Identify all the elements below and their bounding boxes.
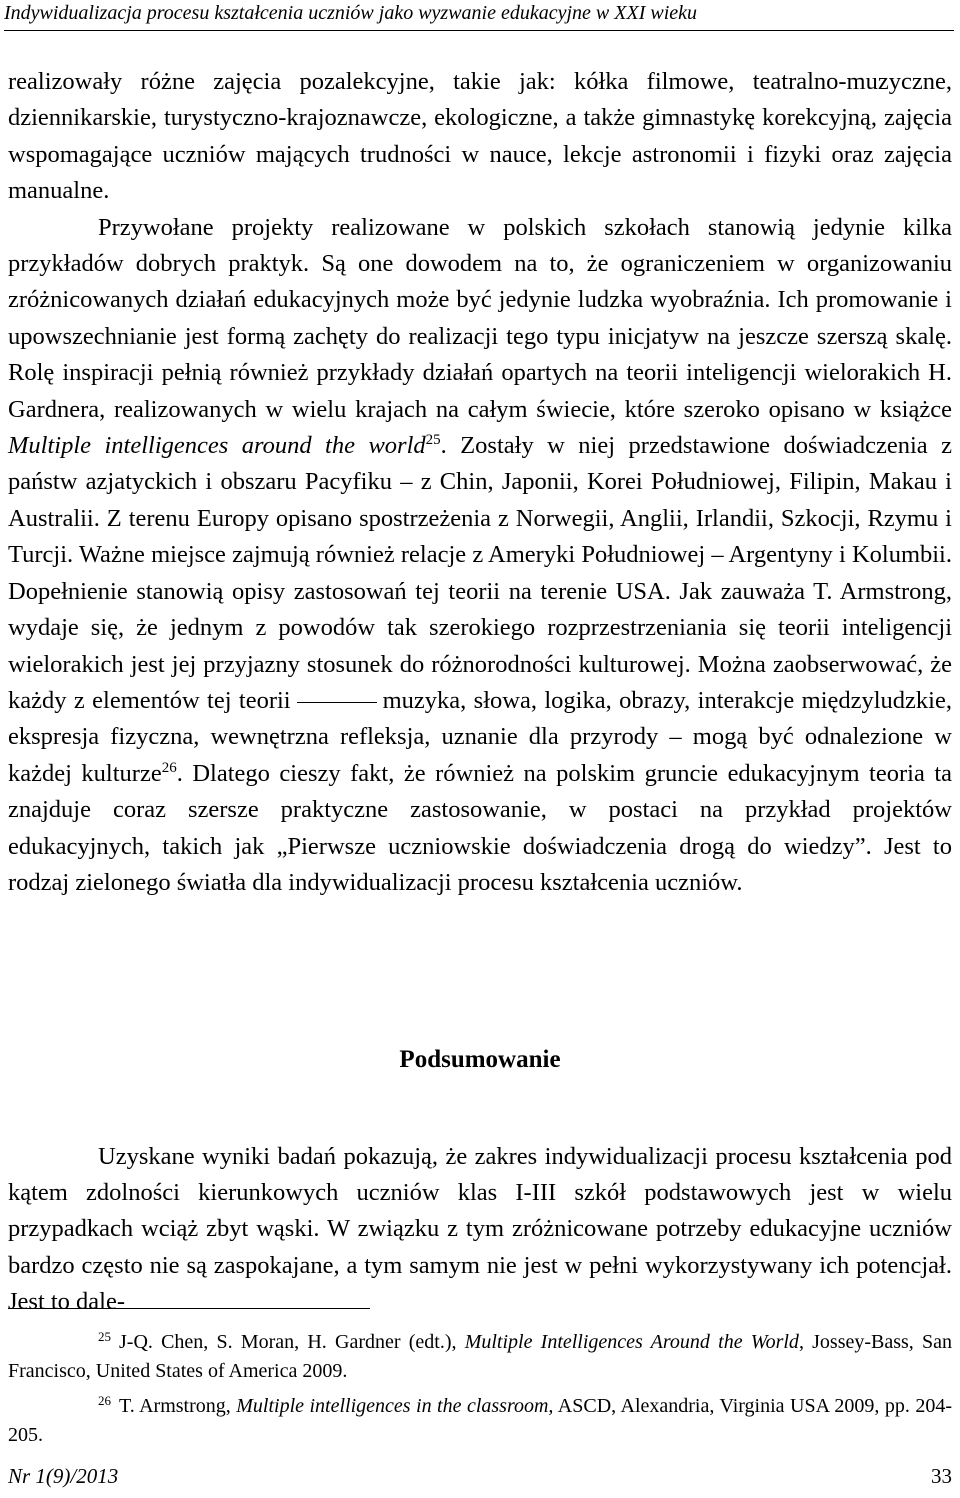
em-dash-line (297, 702, 377, 703)
running-header (4, 0, 954, 31)
footnotes (8, 1322, 952, 1450)
footnote-ref-26[interactable]: 26 (161, 759, 177, 776)
footnote-text: , Jossey-Bass, San Francisco, United States of America 2009. (8, 1331, 953, 1382)
section-heading: Podsumowanie (399, 1046, 561, 1073)
footnote-number: 26 (98, 1393, 111, 1408)
footnote-ref-25[interactable]: 25 (425, 431, 441, 448)
footnote-title: Multiple Intelligences Around the World (464, 1331, 799, 1353)
summary-text (8, 1114, 952, 1345)
paragraph-2-part-c: muzyka, słowa, logika, obrazy, interakcje międzyludzkie, ekspresja fizyczna, wewnętrzna refleksja, uznanie dla przyrody – mogą być odnalezione w każdej kulturze (8, 686, 952, 787)
paragraph-2-part-b: . Zostały w niej przedstawione doświadczenia z państw azjatyckich i obszaru Pacyfiku – z Chin, Japonii, Korei Południowej, Filipin, Makau i Australii. Z terenu Europy opisano spostrzeżenia z Norwegii, Anglii, Irlandii, Szkocji, Rzymu i Turcji. Ważne miejsce zajmują również relacje z Ameryki Południowej – Argentyny i Kolumbii. Dopełnienie stanowią opisy zastosowań tej teorii na terenie USA. Jak zauważa T. Armstrong, wydaje się, że jednym z powodów tak szerokiego rozprzestrzeniania się teorii inteligencji wielorakich jest jej przyjazny stosunek do różnorodności kulturowej. Można zaobserwować, że każdy z elementów tej teorii (8, 432, 952, 714)
footnote-separator (8, 1308, 370, 1309)
footnote-26 (8, 1386, 952, 1450)
book-title: Multiple intelligences around the world (8, 432, 426, 460)
main-text (8, 64, 952, 901)
page-number: 33 (931, 1464, 952, 1488)
issue-number: Nr 1(9)/2013 (8, 1464, 119, 1488)
footnote-text: J-Q. Chen, S. Moran, H. Gardner (edt.), (119, 1331, 465, 1353)
paragraph-3: Uzyskane wyniki badań pokazują, że zakres indywidualizacji procesu kształcenia pod kątem zdolności kierunkowych uczniów klas I-III szkół podstawowych jest w wielu przypadkach wciąż zbyt wąski. W związku z tym zróżnicowane potrzeby edukacyjne uczniów bardzo często nie są zaspokajane, a tym samym nie jest w pełni wykorzystywany ich potencjał. Jest to dale- (8, 1142, 952, 1316)
footnote-number: 25 (98, 1329, 111, 1344)
paragraph-1: realizowały różne zajęcia pozalekcyjne, takie jak: kółka filmowe, teatralno-muzyczne, dziennikarskie, turystyczno-krajoznawcze, ekologiczne, a także gimnastykę korekcyjną, zajęcia wspomagające uczniów mających trudności w nauce, lekcje astronomii i fizyki oraz zajęcia manualne. (8, 68, 952, 205)
paragraph-2-part-a: Przywołane projekty realizowane w polskich szkołach stanowią jedynie kilka przykładów dobrych praktyk. Są one dowodem na to, że ograniczeniem w organizowaniu zróżnicowanych działań edukacyjnych może być jedynie ludzka wyobraźnia. Ich promowanie i upowszechnianie jest formą zachęty do realizacji tego typu inicjatyw na jeszcze szerszą skalę. Rolę inspiracji pełnią również przykłady działań opartych na teorii inteligencji wielorakich H. Gardnera, realizowanych w wielu krajach na całym świecie, które szeroko opisano w książce (8, 213, 952, 423)
footnote-text: T. Armstrong, (119, 1395, 237, 1417)
footnote-text: ASCD, Alexandria, Virginia USA 2009, pp. 204-205. (8, 1395, 952, 1446)
running-title: Indywidualizacja procesu kształcenia uczniów jako wyzwanie edukacyjne w XXI wieku (4, 2, 697, 24)
paragraph-2 (8, 210, 952, 902)
footnote-25 (8, 1322, 952, 1386)
paragraph-2-part-d: . Dlatego cieszy fakt, że również na polskim gruncie edukacyjnym teoria ta znajduje coraz szersze praktyczne zastosowanie, w postaci na przykład projektów edukacyjnych, takich jak „Pierwsze uczniowskie doświadczenia drogą do wiedzy”. Jest to rodzaj zielonego światła dla indywidualizacji procesu kształcenia uczniów. (8, 759, 953, 896)
footnote-title: Multiple intelligences in the classroom, (236, 1395, 554, 1417)
